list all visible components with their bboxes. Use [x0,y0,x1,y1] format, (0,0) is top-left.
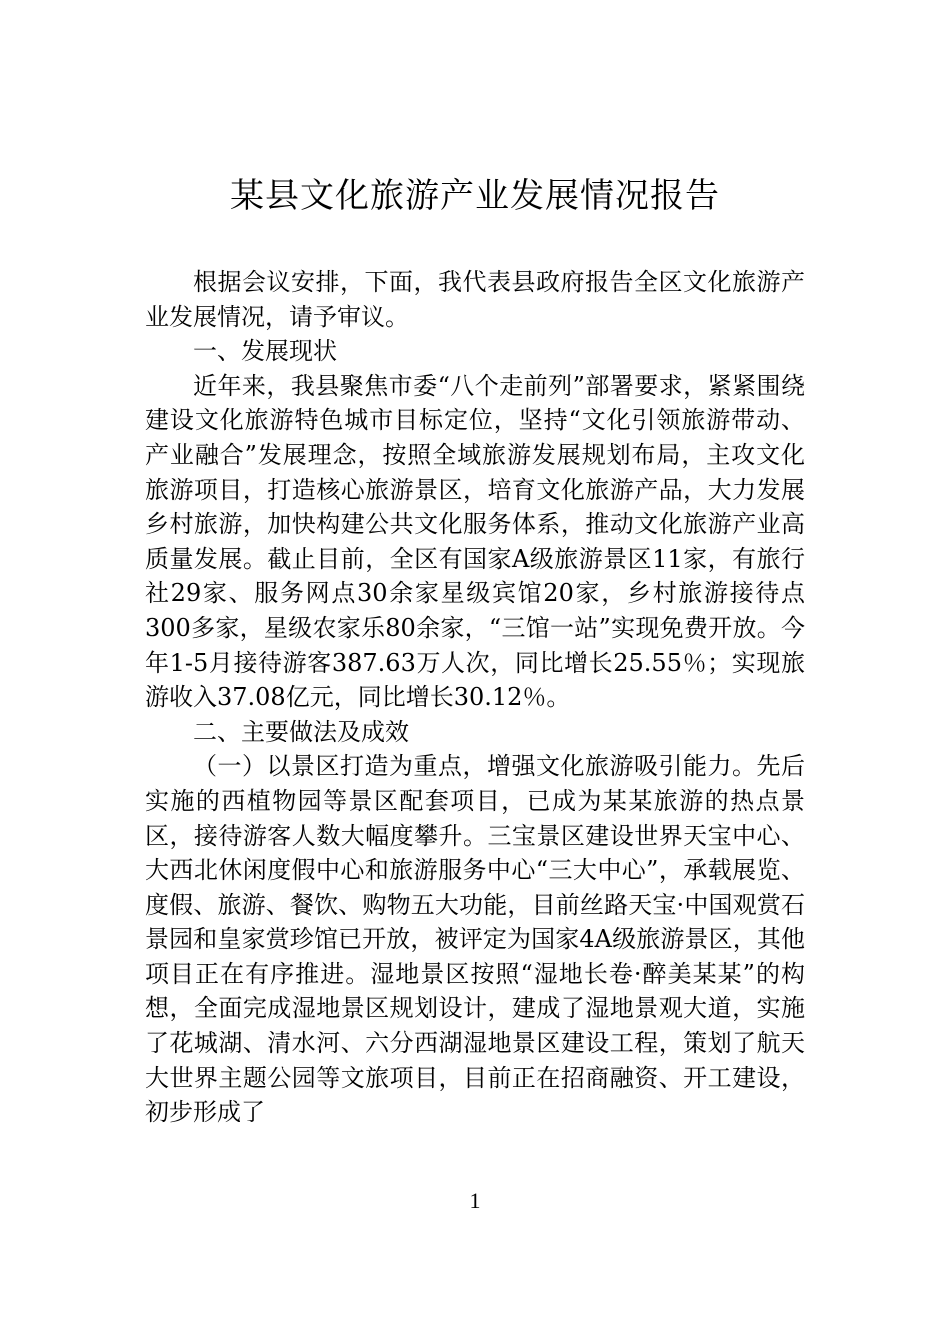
intro-paragraph: 根据会议安排，下面，我代表县政府报告全区文化旅游产业发展情况，请予审议。 [145,268,805,331]
document-title: 某县文化旅游产业发展情况报告 [230,176,720,216]
section-heading-measures: 二、主要做法及成效 [193,717,409,746]
section-heading-current-status: 一、发展现状 [193,337,337,366]
status-paragraph: 近年来，我县聚焦市委“八个走前列”部署要求，紧紧围绕建设文化旅游特色城市目标定位，坚持“文化引领旅游带动、产业融合”发展理念，按照全域旅游发展规划布局，主攻文化旅游项目，打造核心旅游景区，培育文化旅游产品，大力发展乡村旅游，加快构建公共文化服务体系，推动文化旅游产业高质量发展。截止目前，全区有国家A级旅游景区11家，有旅行社29家、服务网点30余家星级宾馆20家，乡村旅游接待点300多家，星级农家乐80余家，“三馆一站”实现免费开放。今年1-5月接待游客387.63万人次，同比增长25.55％；实现旅游收入37.08亿元，同比增长30.12％。 [145,371,805,712]
measures-paragraph-1: （一）以景区打造为重点，增强文化旅游吸引能力。先后实施的西植物园等景区配套项目，已成为某某旅游的热点景区，接待游客人数大幅度攀升。三宝景区建设世界天宝中心、大西北休闲度假中心和旅游服务中心“三大中心”，承载展览、度假、旅游、餐饮、购物五大功能，目前丝路天宝·中国观赏石景园和皇家赏珍馆已开放，被评定为国家4A级旅游景区，其他项目正在有序推进。湿地景区按照“湿地长卷·醉美某某”的构想，全面完成湿地景区规划设计，建成了湿地景观大道，实施了花城湖、清水河、六分西湖湿地景区建设工程，策划了航天大世界主题公园等文旅项目，目前正在招商融资、开工建设，初步形成了 [145,752,805,1127]
document-body [145,265,805,1130]
page-number: 1 [469,1188,481,1213]
